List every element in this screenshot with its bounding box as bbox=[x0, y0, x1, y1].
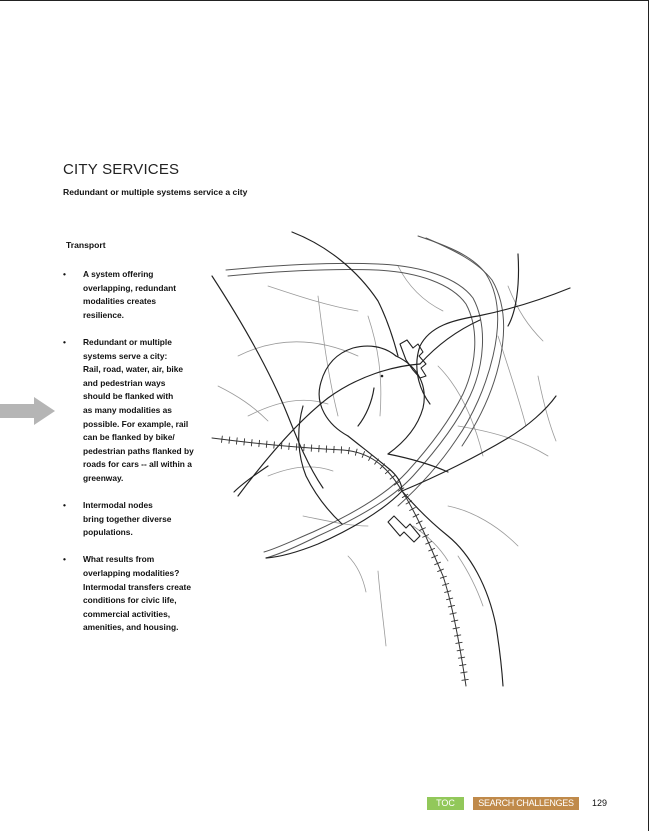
bullet-item bbox=[62, 268, 212, 322]
page-subtitle: Redundant or multiple systems service a city bbox=[63, 187, 248, 197]
bullet-marker: • bbox=[63, 554, 66, 565]
bullet-item bbox=[62, 553, 212, 635]
bullet-text: A system offering overlapping, redundant modalities creates resilience. bbox=[83, 269, 177, 320]
bullet-list bbox=[62, 268, 212, 649]
bullet-marker: • bbox=[63, 269, 66, 279]
bullet-item bbox=[62, 499, 212, 540]
section-heading: Transport bbox=[66, 240, 106, 250]
transport-map-sketch bbox=[208, 226, 578, 690]
page-number: 129 bbox=[592, 798, 608, 808]
right-arrow-icon[interactable] bbox=[0, 397, 56, 425]
bullet-item bbox=[62, 336, 212, 486]
bullet-marker: • bbox=[63, 500, 66, 511]
toc-button[interactable]: TOC bbox=[427, 797, 464, 810]
bullet-marker: • bbox=[63, 336, 66, 347]
search-challenges-button[interactable]: SEARCH CHALLENGES bbox=[473, 797, 579, 810]
bullet-text: Intermodal nodes bring together diverse populations. bbox=[83, 500, 172, 538]
bullet-text: What results from overlapping modalities? Intermodal transfers create conditions for civic life, commercial activities, amenities, and housing. bbox=[83, 554, 191, 633]
page-title: CITY SERVICES bbox=[63, 161, 180, 178]
bullet-text: Redundant or multiple systems serve a city: Rail, road, water, air, bike and pedestrian ways should be flanked with as many modalities as possible. For example, rail can be flanked by bike/ pedestrian paths flanked by roads for cars -- all within a greenway. bbox=[83, 336, 194, 483]
